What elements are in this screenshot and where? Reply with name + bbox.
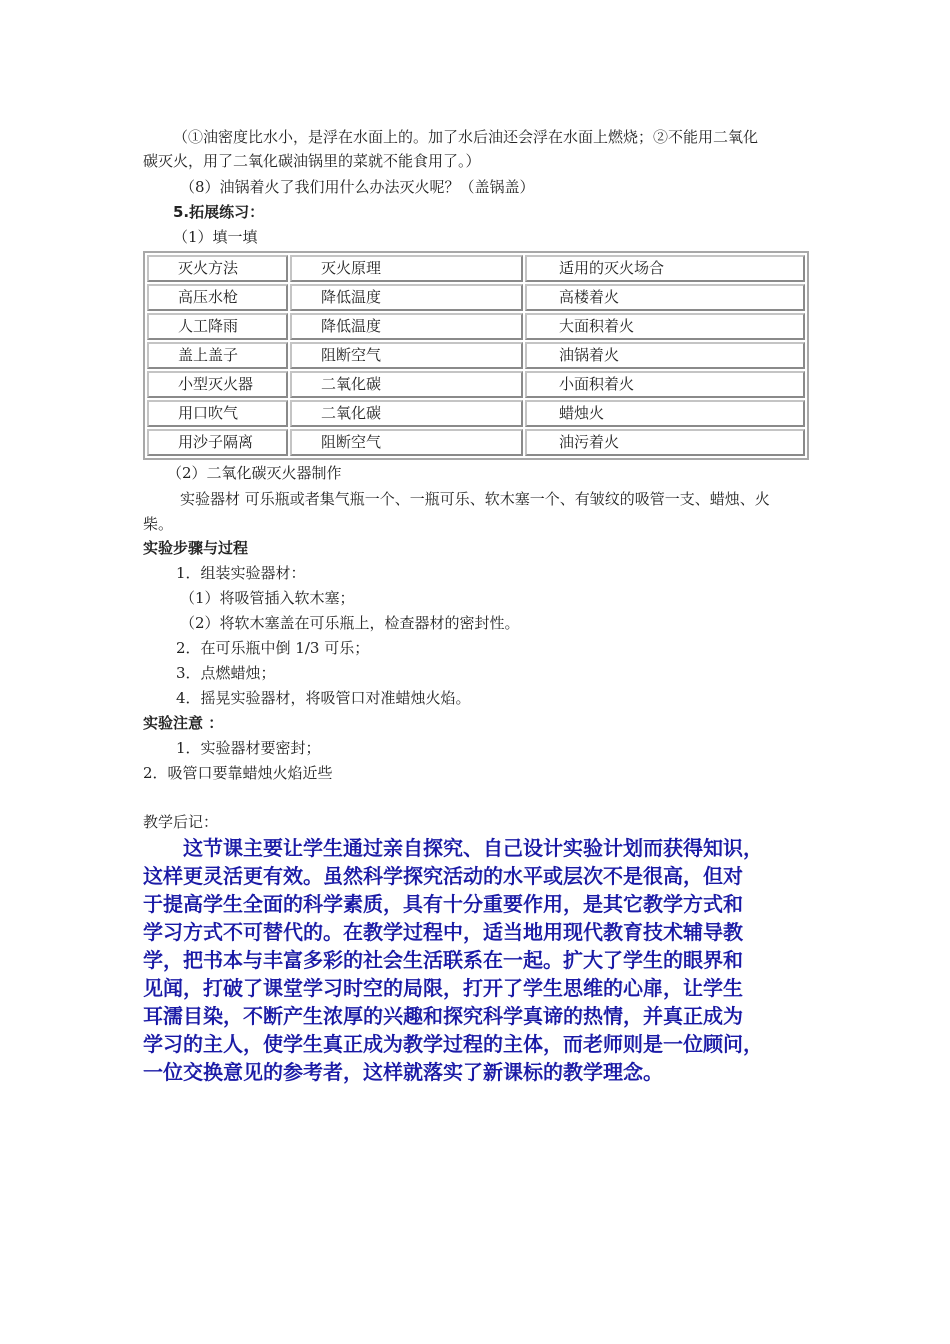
table-cell: 高楼着火 xyxy=(525,284,805,311)
table-cell: 用沙子隔离 xyxy=(147,429,288,456)
postscript-label: 教学后记： xyxy=(143,813,219,831)
fire-methods-table xyxy=(143,251,809,460)
table-header-row xyxy=(147,255,805,282)
step-item: 1．组装实验器材： xyxy=(176,564,306,582)
table-row xyxy=(147,342,805,369)
postscript-line: 于提高学生全面的科学素质，具有十分重要作用，是其它教学方式和 xyxy=(143,892,743,916)
table-cell: 油污着火 xyxy=(525,429,805,456)
fill-in-subheading: （1）填一填 xyxy=(173,228,258,246)
step-item: 2．在可乐瓶中倒 1/3 可乐； xyxy=(176,639,370,657)
table-cell: 蜡烛火 xyxy=(525,400,805,427)
postscript-line: 学习方式不可替代的。在教学过程中，适当地用现代教育技术辅导教 xyxy=(143,920,743,944)
postscript-line: 耳濡目染，不断产生浓厚的兴趣和探究科学真谛的热情，并真正成为 xyxy=(143,1004,743,1028)
postscript-line: 学习的主人，使学生真正成为教学过程的主体，而老师则是一位顾问， xyxy=(143,1032,763,1056)
table-cell: 降低温度 xyxy=(290,313,523,340)
postscript-line: 这节课主要让学生通过亲自探究、自己设计实验计划而获得知识， xyxy=(143,836,763,860)
steps-heading: 实验步骤与过程 xyxy=(143,539,249,557)
table-header-cell: 灭火原理 xyxy=(290,255,523,282)
notes-heading: 实验注意 ： xyxy=(143,714,224,732)
table-row xyxy=(147,429,805,456)
note-item: 2．吸管口要靠蜡烛火焰近些 xyxy=(143,764,333,782)
table-cell: 二氧化碳 xyxy=(290,400,523,427)
postscript-line: 见闻，打破了课堂学习时空的局限，打开了学生思维的心扉，让学生 xyxy=(143,976,743,1000)
step-item: （1）将吸管插入软木塞； xyxy=(180,589,355,607)
table-cell: 降低温度 xyxy=(290,284,523,311)
table-header-cell: 适用的灭火场合 xyxy=(525,255,805,282)
table-cell: 阻断空气 xyxy=(290,342,523,369)
co2-subheading: （2）二氧化碳灭火器制作 xyxy=(167,464,342,482)
materials-line-1: 实验器材 可乐瓶或者集气瓶一个、一瓶可乐、软木塞一个、有皱纹的吸管一支、蜡烛、火 xyxy=(180,490,770,508)
postscript-line: 一位交换意见的参考者，这样就落实了新课标的教学理念。 xyxy=(143,1060,663,1084)
table-row xyxy=(147,284,805,311)
table-cell: 小面积着火 xyxy=(525,371,805,398)
postscript-line: 这样更灵活更有效。虽然科学探究活动的水平或层次不是很高，但对 xyxy=(143,864,743,888)
table-header-cell: 灭火方法 xyxy=(147,255,288,282)
table-cell: 用口吹气 xyxy=(147,400,288,427)
table-cell: 人工降雨 xyxy=(147,313,288,340)
answer-line-1: （①油密度比水小，是浮在水面上的。加了水后油还会浮在水面上燃烧；②不能用二氧化 xyxy=(173,128,759,146)
table-cell: 二氧化碳 xyxy=(290,371,523,398)
table-row xyxy=(147,400,805,427)
step-item: （2）将软木塞盖在可乐瓶上，检查器材的密封性。 xyxy=(180,614,520,632)
table-cell: 小型灭火器 xyxy=(147,371,288,398)
table-cell: 大面积着火 xyxy=(525,313,805,340)
section-5-heading: 5.拓展练习： xyxy=(173,203,265,221)
step-item: 4．摇晃实验器材，将吸管口对准蜡烛火焰。 xyxy=(176,689,471,707)
table-cell: 阻断空气 xyxy=(290,429,523,456)
table-cell: 盖上盖子 xyxy=(147,342,288,369)
note-item: 1．实验器材要密封； xyxy=(176,739,321,757)
table-cell: 高压水枪 xyxy=(147,284,288,311)
answer-line-2: 碳灭火，用了二氧化碳油锅里的菜就不能食用了。） xyxy=(143,152,481,170)
materials-line-2: 柴。 xyxy=(143,515,174,533)
step-item: 3．点燃蜡烛； xyxy=(176,664,276,682)
table-row xyxy=(147,371,805,398)
postscript-line: 学，把书本与丰富多彩的社会生活联系在一起。扩大了学生的眼界和 xyxy=(143,948,743,972)
postscript-body xyxy=(143,834,823,1086)
question-8: （8）油锅着火了我们用什么办法灭火呢？（盖锅盖） xyxy=(180,178,535,196)
table-cell: 油锅着火 xyxy=(525,342,805,369)
table-row xyxy=(147,313,805,340)
